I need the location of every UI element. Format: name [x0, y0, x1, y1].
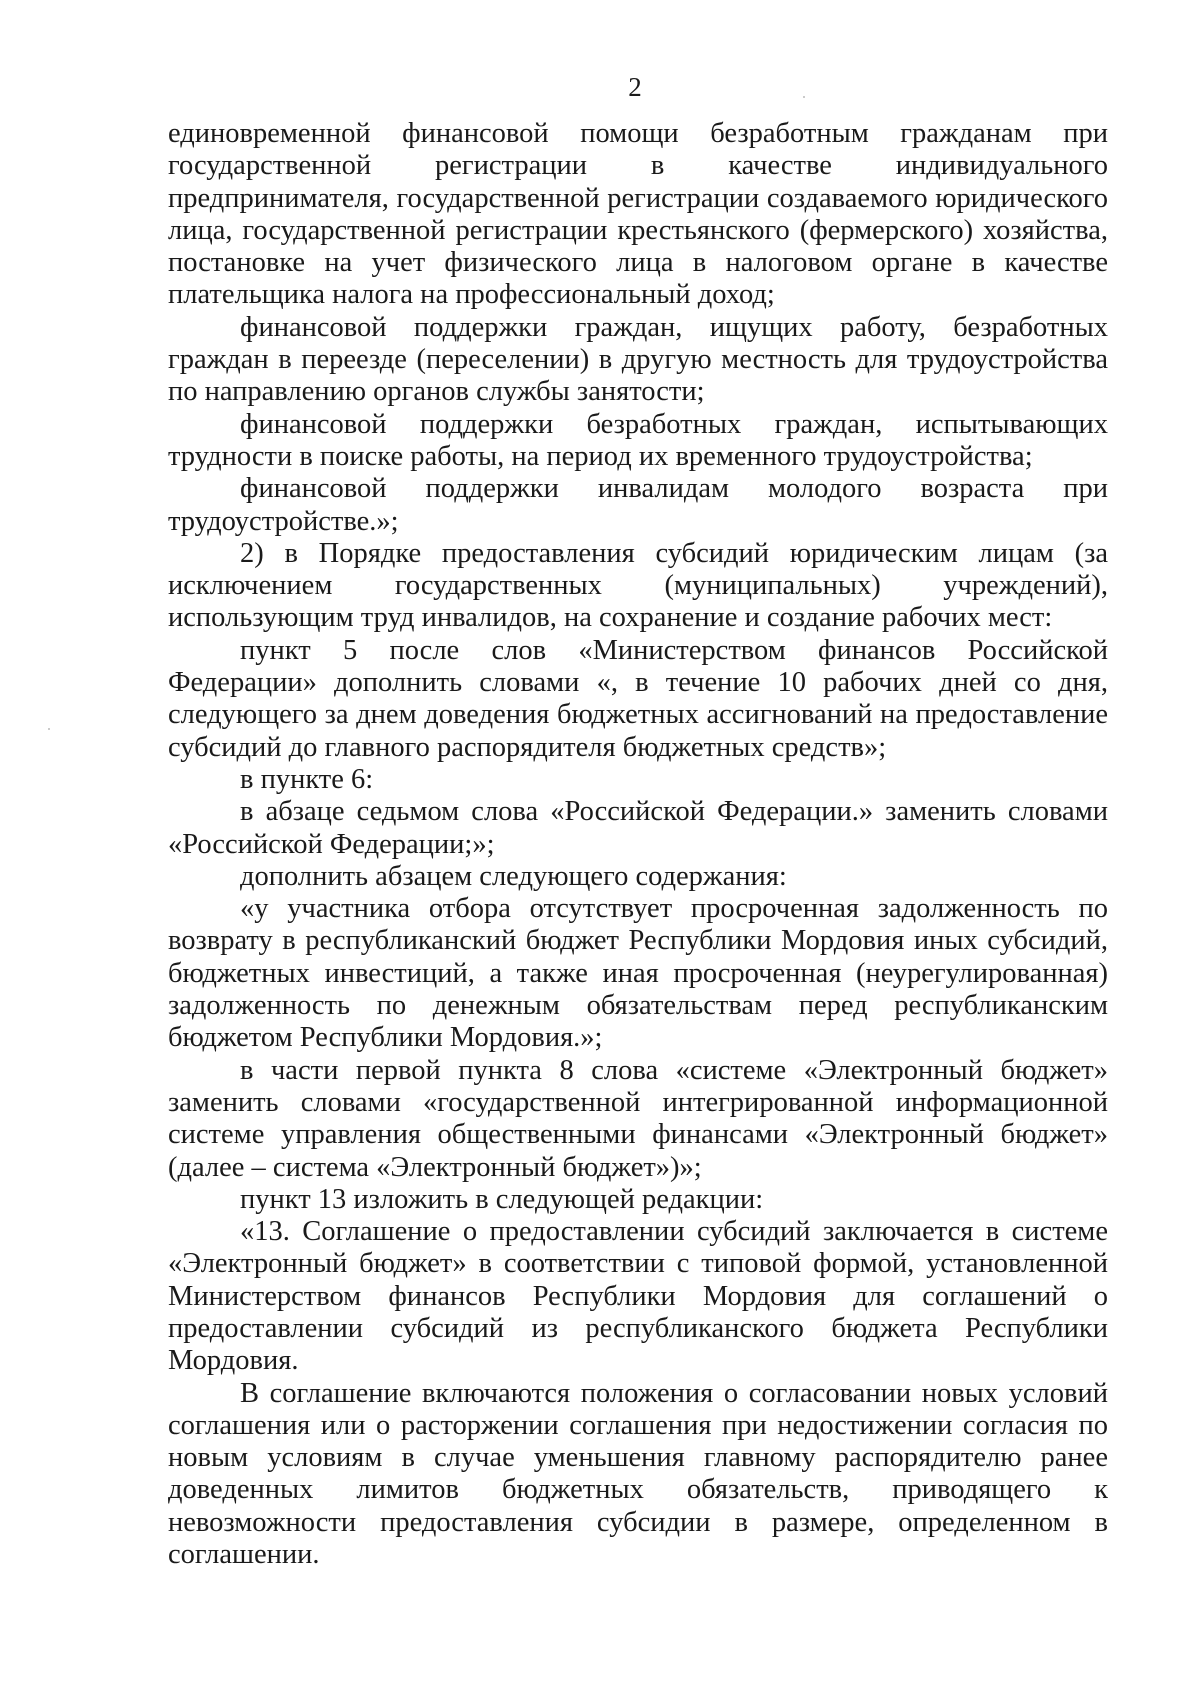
paragraph: пункт 5 после слов «Министерством финансов Российской Федерации» дополнить словами «, в течение 10 рабочих дней со дня, следующего за днем доведения бюджетных ассигнований на предоставление субсидий до главного распорядителя бюджетных средств»; [168, 634, 1108, 763]
paragraph: в пункте 6: [240, 763, 374, 795]
document-body [168, 118, 1108, 1571]
paragraph: в абзаце седьмом слова «Российской Федерации.» заменить словами «Российской Федерации;»; [168, 796, 1108, 860]
paragraph: «у участника отбора отсутствует просроченная задолженность по возврату в республиканский бюджет Республики Мордовия иных субсидий, бюджетных инвестиций, а также иная просроченная (неурегулированная) задолженность по денежным обязательствам перед республиканским бюджетом Республики Мордовия.»; [168, 893, 1108, 1054]
paragraph: финансовой поддержки граждан, ищущих работу, безработных граждан в переезде (переселении) в другую местность для трудоустройства по направлению органов службы занятости; [168, 311, 1108, 408]
paragraph: финансовой поддержки безработных граждан, испытывающих трудности в поиске работы, на период их временного трудоустройства; [168, 408, 1108, 472]
scan-speck [48, 728, 50, 730]
scan-speck [803, 96, 805, 98]
paragraph: в части первой пункта 8 слова «системе «Электронный бюджет» заменить словами «государственной интегрированной информационной системе управления общественными финансами «Электронный бюджет» (далее – система «Электронный бюджет»)»; [168, 1054, 1108, 1183]
page-number: 2 [628, 72, 642, 102]
paragraph: финансовой поддержки инвалидам молодого возраста при трудоустройстве.»; [168, 473, 1108, 537]
paragraph: 2) в Порядке предоставления субсидий юридическим лицам (за исключением государственных (муниципальных) учреждений), использующим труд инвалидов, на сохранение и создание рабочих мест: [168, 537, 1108, 634]
paragraph: дополнить абзацем следующего содержания: [240, 860, 787, 892]
paragraph: пункт 13 изложить в следующей редакции: [240, 1183, 764, 1215]
paragraph-continuation: единовременной финансовой помощи безработным гражданам при государственной регистрации в качестве индивидуального предпринимателя, государственной регистрации создаваемого юридического лица, государственной регистрации крестьянского (фермерского) хозяйства, постановке на учет физического лица в налоговом органе в качестве плательщика налога на профессиональный доход; [168, 118, 1108, 311]
paragraph: «13. Соглашение о предоставлении субсидий заключается в системе «Электронный бюджет» в соответствии с типовой формой, установленной Министерством финансов Республики Мордовия для соглашений о предоставлении субсидий из республиканского бюджета Республики Мордовия. [168, 1216, 1108, 1377]
paragraph: В соглашение включаются положения о согласовании новых условий соглашения или о расторжении соглашения при недостижении согласия по новым условиям в случае уменьшения главному распорядителю ранее доведенных лимитов бюджетных обязательств, приводящего к невозможности предоставления субсидии в размере, определенном в соглашении. [168, 1377, 1108, 1571]
